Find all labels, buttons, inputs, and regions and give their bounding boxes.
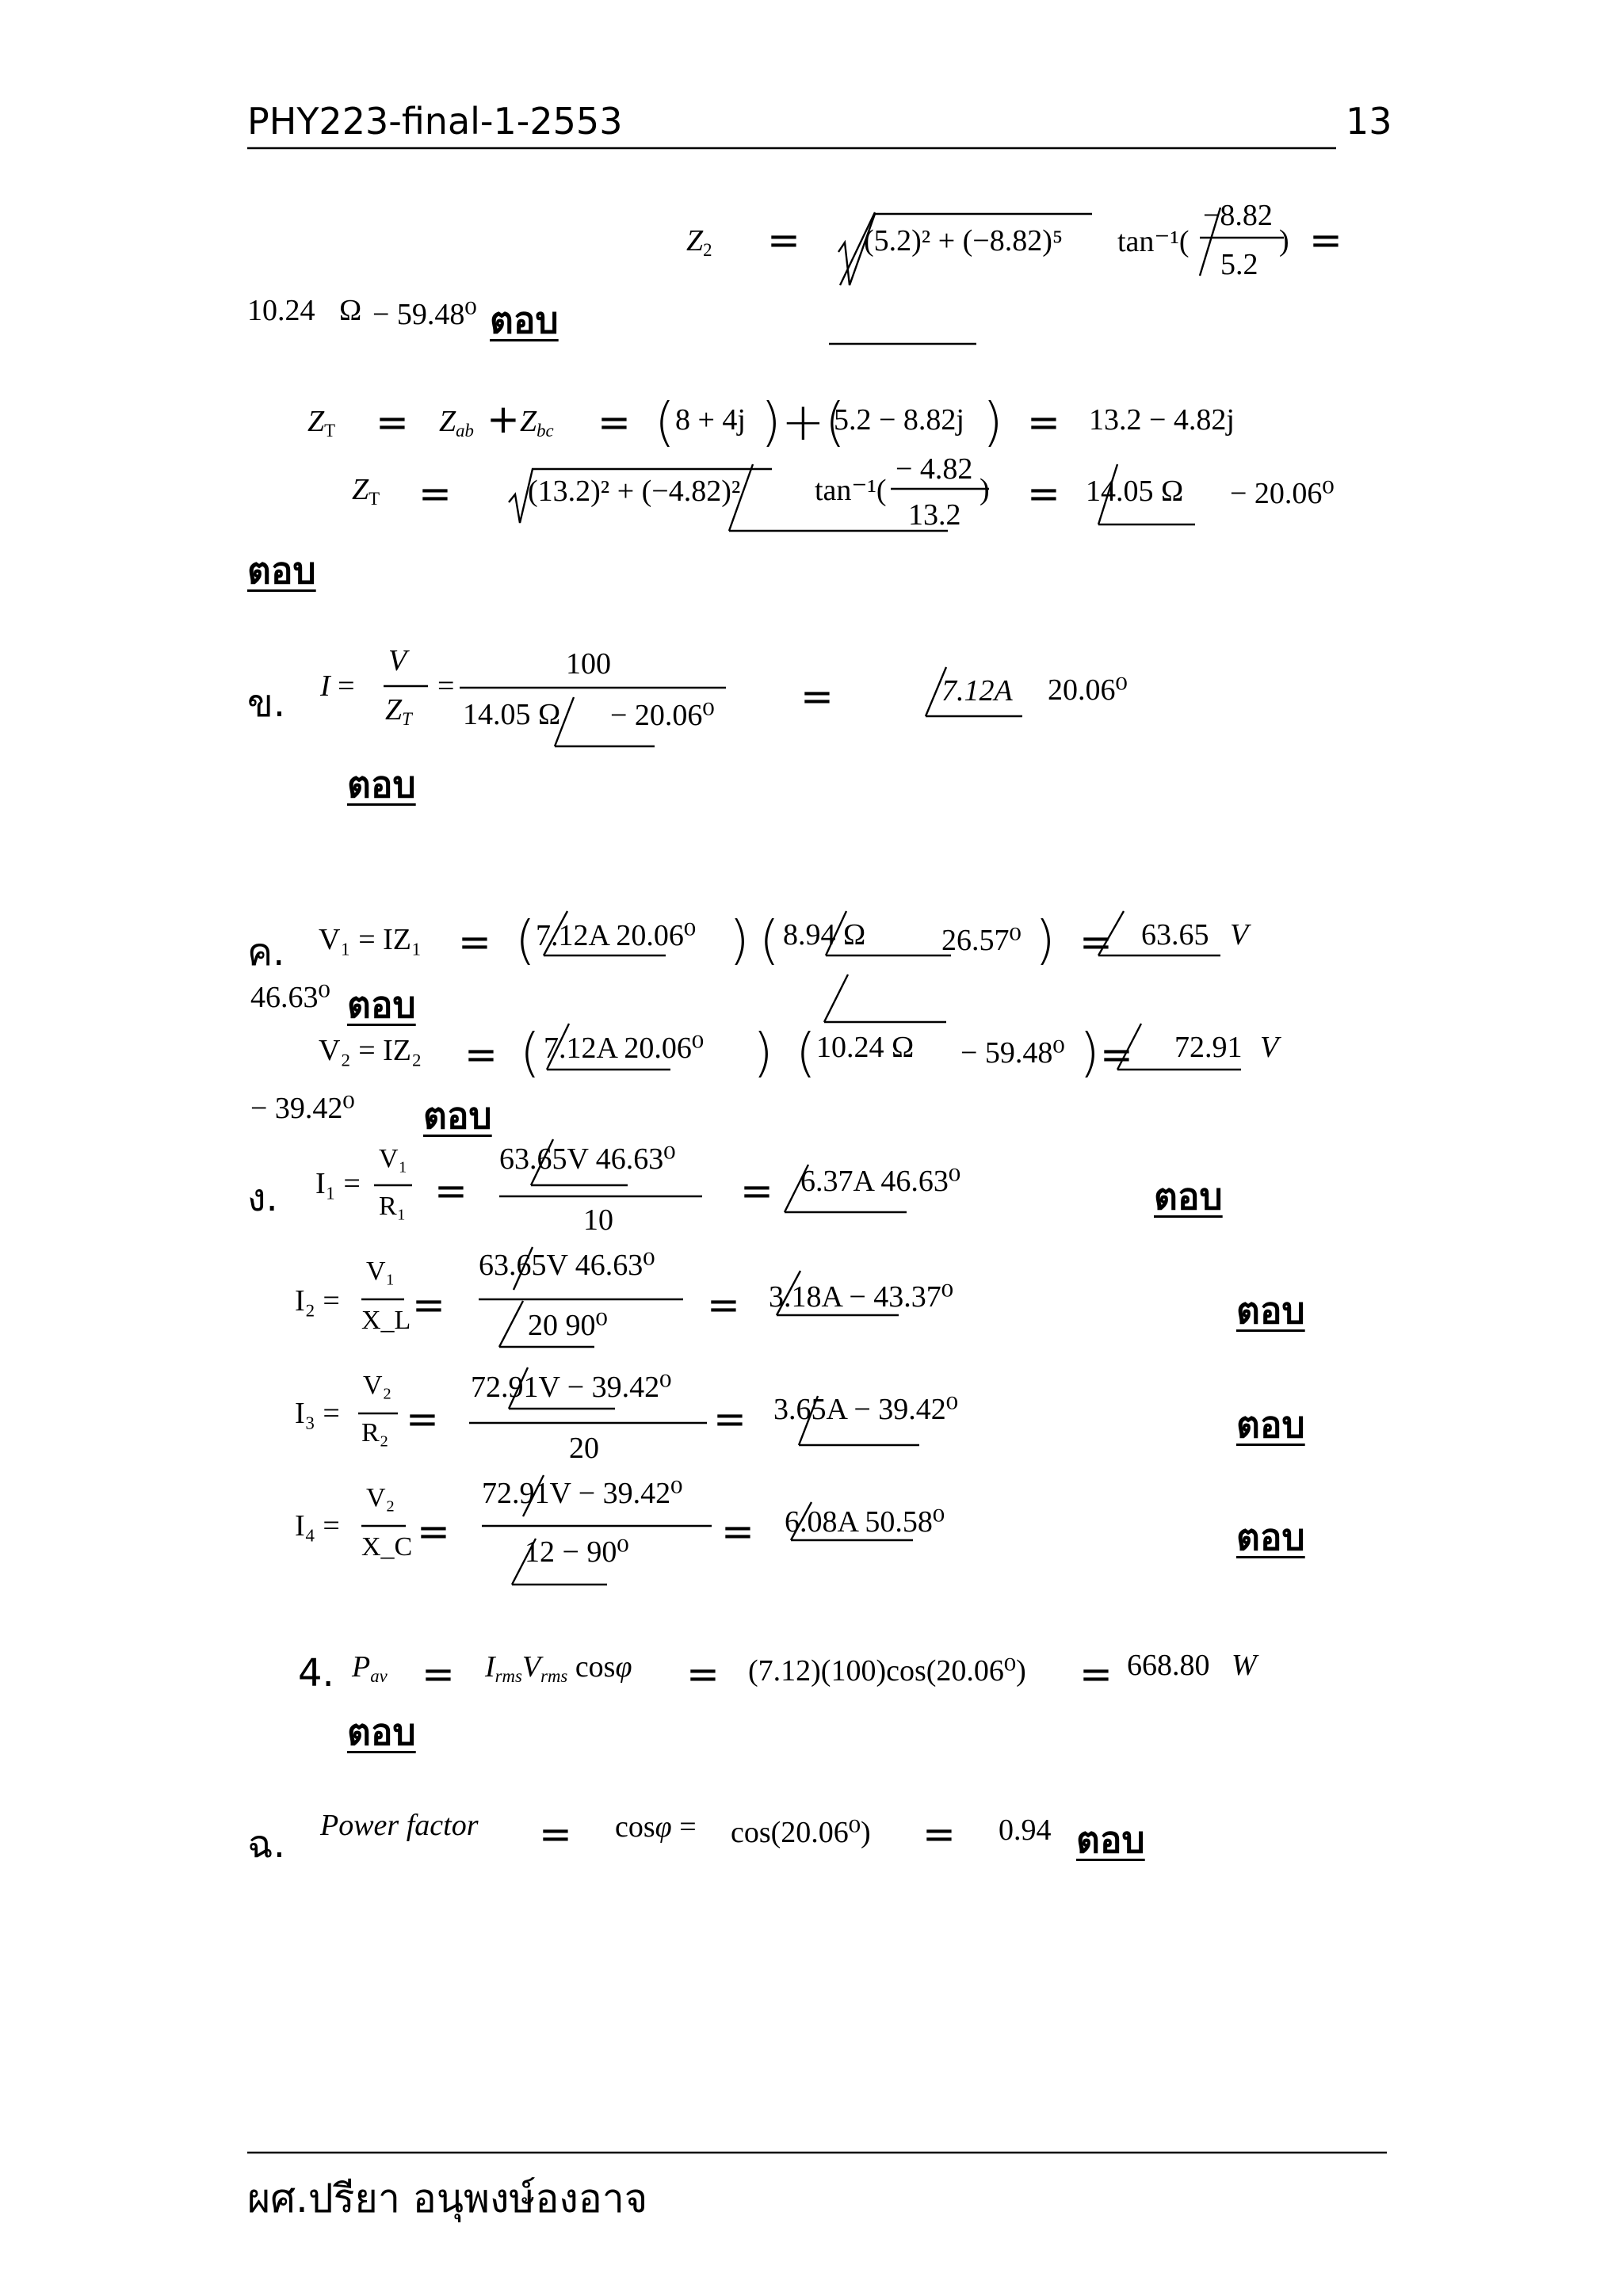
page-number: 13 — [1346, 100, 1392, 143]
part-c-v2-result: 72.91 — [1174, 1031, 1243, 1064]
part-4-lhs: $P_{av}$ — [352, 1650, 388, 1686]
part-b-frac-den: $Z_T$ — [385, 693, 412, 729]
i3-frac-den: R₂ — [361, 1418, 389, 1447]
paren: ) — [1079, 1022, 1100, 1083]
part-4-label: 4. — [298, 1651, 334, 1695]
i4-frac-num: V₂ — [366, 1483, 395, 1512]
i1-bottom: 10 — [583, 1203, 613, 1237]
equals-small: = — [437, 669, 455, 703]
i1-frac-den: R₁ — [379, 1192, 407, 1221]
paren: ) — [1035, 910, 1056, 971]
part-c-v1-angle: 46.63⁰ — [250, 981, 330, 1014]
part-e-result: 0.94 — [999, 1814, 1052, 1847]
equals-sign: = — [721, 1508, 754, 1554]
zt-sum-result: 13.2 − 4.82j — [1089, 403, 1235, 437]
equals-sign: = — [800, 673, 834, 719]
equals-sign: = — [1079, 1651, 1113, 1697]
part-d-label: ง. — [247, 1176, 278, 1220]
equals-sign: = — [922, 1811, 956, 1857]
i4-top: 72.91V − 39.42⁰ — [482, 1477, 683, 1510]
i2-frac-num: V₁ — [366, 1257, 395, 1286]
i1-lhs: I₁ = — [315, 1167, 361, 1200]
part-c-v2-t2-angle: − 59.48⁰ — [960, 1036, 1065, 1070]
equals-sign: = — [464, 1032, 498, 1077]
equals-sign: = — [598, 399, 631, 445]
equals-sign: = — [686, 1651, 720, 1697]
part-c-v2-lhs: V₂ = IZ₂ — [319, 1034, 422, 1067]
i3-bottom: 20 — [569, 1432, 599, 1465]
paren: ( — [796, 1022, 816, 1083]
part-b-result-angle: 20.06⁰ — [1048, 673, 1128, 707]
paren: ) — [729, 910, 750, 971]
part-c-label: ค. — [247, 930, 285, 974]
i2-bottom: 20 90⁰ — [528, 1309, 608, 1342]
paren: ( — [655, 391, 675, 452]
part-c-v1-t2-angle: 26.57⁰ — [941, 924, 1022, 957]
part-4-expr: $I_{rms}V_{rms}$ cosφ — [485, 1650, 632, 1686]
equals-sign: = — [412, 1282, 445, 1328]
part-e-label: ฉ. — [247, 1822, 285, 1867]
zt-den: 13.2 — [908, 498, 961, 532]
z2-close: ) — [1279, 224, 1289, 257]
angle-mark — [824, 974, 848, 1022]
part-b-den-angle: − 20.06⁰ — [610, 699, 715, 732]
equals-sign: = — [1079, 919, 1113, 965]
zt-close: ) — [980, 473, 990, 506]
equals-sign: = — [422, 1651, 455, 1697]
part-c-v1-lhs: V₁ = IZ₁ — [319, 923, 422, 956]
zt-result-angle: − 20.06⁰ — [1230, 477, 1335, 510]
i4-lhs: I₄ = — [295, 1509, 340, 1543]
i2-result: 3.18A − 43.37⁰ — [769, 1280, 954, 1314]
part-b-num: 100 — [566, 647, 611, 681]
part-c-v2-angle: − 39.42⁰ — [250, 1092, 355, 1125]
zt-zab: $Z_{ab}$ — [439, 405, 474, 441]
zt-lhs: $Z_T$ — [307, 405, 336, 441]
header-title: PHY223-final-1-2553 — [247, 100, 623, 143]
answer-label: ตอบ — [1236, 1403, 1305, 1446]
answer-label: ตอบ — [347, 1711, 416, 1753]
equals-sign: = — [434, 1168, 468, 1214]
equals-sign: = — [376, 399, 409, 445]
i3-lhs: I₃ = — [295, 1397, 340, 1430]
answer-label: ตอบ — [1236, 1516, 1305, 1558]
equals-sign: = — [707, 1282, 740, 1328]
answer-label: ตอบ — [347, 763, 416, 806]
paren: )+( — [761, 391, 846, 452]
paren: ( — [759, 910, 780, 971]
paren: ( — [515, 910, 536, 971]
equals-sign: = — [406, 1396, 439, 1442]
z2-lhs: $Z_2$ — [686, 224, 712, 260]
paren: ( — [520, 1022, 540, 1083]
z2-den: 5.2 — [1220, 248, 1258, 281]
equals-sign: = — [1027, 399, 1060, 445]
equals-sign: = — [1100, 1032, 1133, 1077]
answer-label: ตอบ — [1236, 1289, 1305, 1332]
zt-num: − 4.82 — [896, 452, 973, 486]
part-c-v1-t1: 7.12A 20.06⁰ — [536, 919, 697, 952]
part-e-subst: cos(20.06⁰) — [731, 1816, 871, 1849]
paren: ) — [983, 391, 1003, 452]
i3-result: 3.65A − 39.42⁰ — [773, 1393, 959, 1426]
part-e-expr: cosφ = — [615, 1810, 697, 1844]
i1-result: 6.37A 46.63⁰ — [800, 1165, 961, 1198]
equals-sign: = — [1309, 217, 1342, 263]
zt-sqrt-expr: (13.2)² + (−4.82)² — [528, 475, 741, 508]
i3-frac-num: V₂ — [363, 1371, 392, 1400]
equals-sign: = — [539, 1811, 572, 1857]
z2-sqrt-expr: (5.2)² + (−8.82)⁵ — [864, 224, 1064, 257]
zt-result-mag: 14.05 Ω — [1086, 475, 1184, 508]
zt-term2: 5.2 − 8.82j — [834, 403, 964, 437]
equals-sign: = — [713, 1396, 747, 1442]
part-4-result: 668.80 — [1127, 1649, 1210, 1682]
equals-sign: = — [1027, 471, 1060, 517]
equals-sign: = — [458, 919, 491, 965]
answer-label: ตอบ — [347, 983, 416, 1026]
part-b-lhs: I = — [320, 669, 355, 703]
i4-bottom: 12 − 90⁰ — [525, 1535, 629, 1569]
equals-sign: = — [418, 471, 452, 517]
answer-label: ตอบ — [1076, 1818, 1145, 1861]
part-c-v2-t1: 7.12A 20.06⁰ — [544, 1032, 705, 1065]
zt-tan: tan⁻¹( — [815, 474, 887, 507]
equals-sign: = — [417, 1508, 450, 1554]
part-c-v1-result: 63.65 — [1141, 918, 1209, 952]
part-c-v2-unit: V — [1260, 1031, 1279, 1064]
angle-mark — [499, 1301, 523, 1347]
zt-lhs: $Z_T$ — [352, 473, 380, 509]
paren: ) — [753, 1022, 773, 1083]
part-b-frac-num: V — [388, 644, 407, 677]
part-c-v2-t2: 10.24 Ω — [816, 1031, 915, 1064]
i2-lhs: I₂ = — [295, 1284, 340, 1318]
i2-frac-den: X_L — [361, 1306, 411, 1335]
plus-sign: + — [487, 396, 520, 442]
z2-num: −8.82 — [1203, 199, 1273, 232]
part-c-v1-t2: 8.94 Ω — [783, 918, 866, 952]
equals-sign: = — [740, 1168, 773, 1214]
i1-top: 63.65V 46.63⁰ — [499, 1142, 676, 1176]
i3-top: 72.91V − 39.42⁰ — [471, 1371, 672, 1404]
part-b-label: ข. — [247, 681, 286, 726]
part-b-result: 7.12A — [941, 674, 1013, 707]
z2-result-mag: 10.24 — [247, 294, 315, 327]
i1-frac-num: V₁ — [379, 1144, 408, 1173]
answer-label: ตอบ — [490, 299, 559, 341]
i4-result: 6.08A 50.58⁰ — [785, 1505, 945, 1539]
part-b-den-mag: 14.05 Ω — [463, 698, 561, 731]
i4-frac-den: X_C — [361, 1532, 413, 1562]
part-c-v1-unit: V — [1230, 918, 1249, 952]
zt-term1: 8 + 4j — [675, 403, 746, 437]
z2-result-unit: Ω — [339, 294, 362, 327]
part-4-subst: (7.12)(100)cos(20.06⁰) — [748, 1654, 1026, 1688]
equals-sign: = — [767, 217, 800, 263]
answer-label: ตอบ — [1154, 1175, 1223, 1218]
i2-top: 63.65V 46.63⁰ — [479, 1249, 655, 1282]
z2-tan: tan⁻¹( — [1117, 225, 1190, 258]
z2-result-angle: − 59.48⁰ — [372, 298, 477, 331]
answer-label: ตอบ — [247, 549, 316, 592]
answer-label: ตอบ — [423, 1094, 492, 1137]
footer-author: ผศ.ปรียา อนุพงษ์องอาจ — [247, 2176, 648, 2222]
part-e-lhs: Power factor — [320, 1809, 479, 1842]
zt-zbc: $Z_{bc}$ — [520, 405, 554, 441]
part-4-unit: W — [1232, 1649, 1257, 1682]
